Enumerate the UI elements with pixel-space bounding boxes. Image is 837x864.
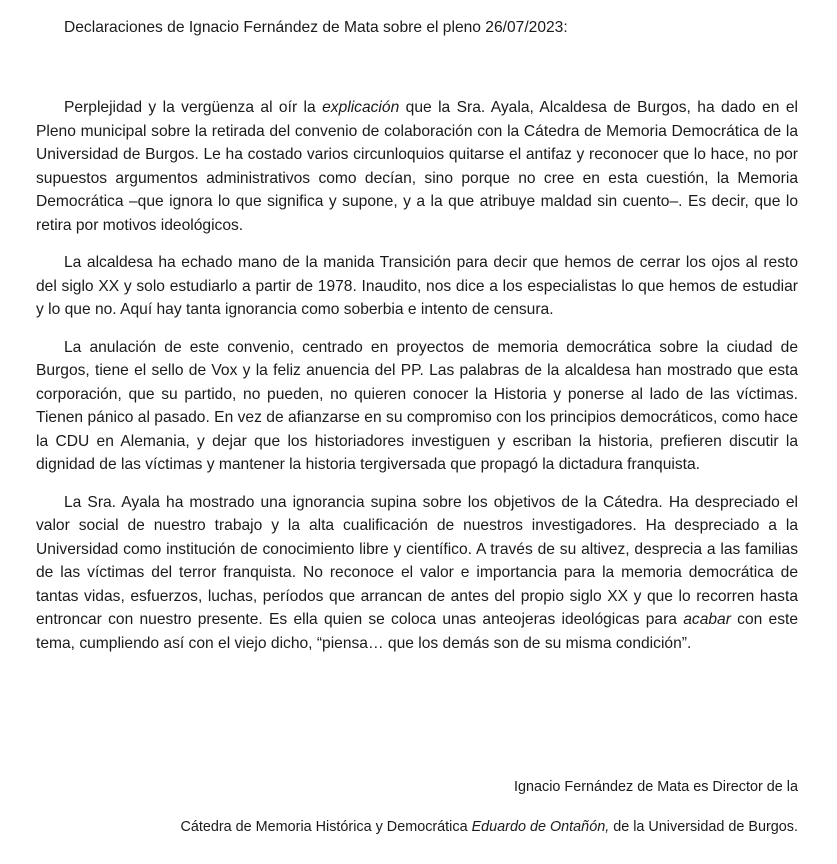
document-title: Declaraciones de Ignacio Fernández de Mata sobre el pleno 26/07/2023: <box>64 19 568 36</box>
paragraph-4-text-start: La Sra. Ayala ha mostrado una ignorancia supina sobre los objetivos de la Cátedra. Ha despreciado el valor social de nuestro trabajo y la alta cualificación de nuestros investigadores. Ha despreciado a la Universidad como institución de conocimiento libre y científico. A través de su altivez, desprecia a las familias de las víctimas del terror franquista. No reconoce el valor e importancia para la memoria democrática de tantas vidas, esfuerzos, luchas, períodos que arrancan de antes del propio siglo XX y que lo recorren hasta entroncar con nuestro presente. Es ella quien se coloca unas anteojeras ideológicas para <box>36 493 798 628</box>
paragraph-1 <box>36 96 798 237</box>
signature-line-2-end: de la Universidad de Burgos. <box>609 819 798 835</box>
document-body <box>36 96 798 669</box>
paragraph-1-emphasis: explicación <box>322 99 400 116</box>
paragraph-4-text-end: con este tema, cumpliendo así con el viejo dicho, “piensa… que los demás son de su misma condición”. <box>36 611 799 652</box>
paragraph-1-text-end: que la Sra. Ayala, Alcaldesa de Burgos, ha dado en el Pleno municipal sobre la retirada del convenio de colaboración con la Cátedra de Memoria Democrática de la Universidad de Burgos. Le ha costado varios circunloquios quitarse el antifaz y reconocer que lo hace, no por supuestos argumentos administrativos como decían, sino porque no cree en esta cuestión, la Memoria Democrática –que ignora lo que significa y supone, y a la que atribuye maldad sin cuento–. Es decir, que lo retira por motivos ideológicos. <box>36 99 799 234</box>
paragraph-1-text-start: Perplejidad y la vergüenza al oír la <box>64 99 323 116</box>
signature-line-2-emphasis: Eduardo de Ontañón, <box>471 819 610 835</box>
paragraph-4-emphasis: acabar <box>683 611 731 628</box>
paragraph-2: La alcaldesa ha echado mano de la manida Transición para decir que hemos de cerrar los ojos al resto del siglo XX y solo estudiarlo a partir de 1978. Inaudito, nos dice a los especialistas lo que hemos de estudiar y lo que no. Aquí hay tanta ignorancia como soberbia e intento de censura. <box>36 254 798 318</box>
signature-line-2-start: Cátedra de Memoria Histórica y Democrática <box>180 819 472 835</box>
signature-line-1: Ignacio Fernández de Mata es Director de la <box>514 779 798 795</box>
paragraph-4 <box>36 491 798 656</box>
paragraph-3: La anulación de este convenio, centrado en proyectos de memoria democrática sobre la ciudad de Burgos, tiene el sello de Vox y la feliz anuencia del PP. Las palabras de la alcaldesa han mostrado que esta corporación, que su partido, no pueden, no quieren conocer la Historia y ponerse al lado de las víctimas. Tienen pánico al pasado. En vez de afianzarse en su compromiso con los principios democráticos, como hace la CDU en Alemania, y dejar que los historiadores investiguen y escriban la historia, prefieren discutir la dignidad de las víctimas y mantener la historia tergiversada que propagó la dictadura franquista. <box>36 338 798 473</box>
signature-line-2 <box>180 817 798 837</box>
